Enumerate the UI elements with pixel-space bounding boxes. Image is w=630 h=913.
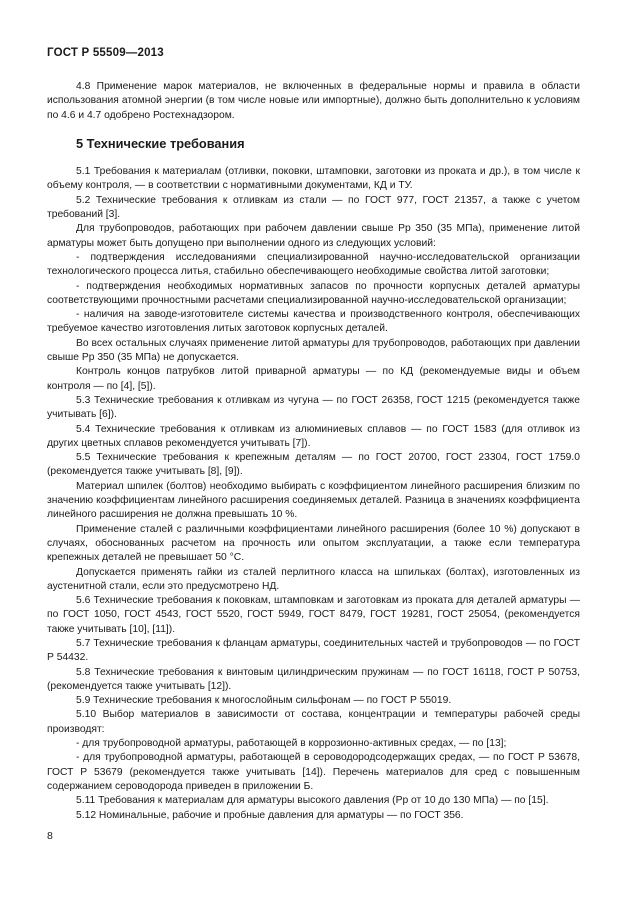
- paragraph: Допускается применять гайки из сталей перлитного класса на шпильках (болтах), изготовленных из аустенитной стали, если это предусмотрено НД.: [47, 566, 580, 592]
- paragraph: 5.8 Технические требования к винтовым цилиндрическим пружинам — по ГОСТ 16118, ГОСТ Р 50753, (рекомендуется также учитывать [12]).: [47, 666, 580, 692]
- paragraph: 5.5 Технические требования к крепежным деталям — по ГОСТ 20700, ГОСТ 23304, ГОСТ 1759.0 (рекомендуется также учитывать [8], [9]).: [47, 452, 580, 478]
- paragraph: 5.7 Технические требования к фланцам арматуры, соединительных частей и трубопроводов — по ГОСТ Р 54432.: [47, 637, 580, 664]
- paragraph: - для трубопроводной арматуры, работающей в коррозионно-активных средах, — по [13];: [76, 738, 507, 750]
- paragraph: Во всех остальных случаях применение литой арматуры для трубопроводов, работающих при давлении свыше Рр 350 (35 МПа) не допускается.: [47, 337, 580, 364]
- paragraph: - подтверждения исследованиями специализированной научно-исследовательской организации технологического процесса литья, стабильно обеспечивающего необходимые свойства литой заготовки;: [47, 251, 580, 278]
- document-header: ГОСТ Р 55509—2013: [47, 47, 164, 59]
- paragraph: 5.12 Номинальные, рабочие и пробные давления для арматуры — по ГОСТ 356.: [76, 809, 464, 821]
- paragraph: 5.1 Требования к материалам (отливки, поковки, штамповки, заготовки из проката и др.), в том числе к объему контроля, — в соответствии с нормативными документами, КД и ТУ.: [47, 166, 580, 192]
- paragraph: 5.4 Технические требования к отливкам из алюминиевых сплавов — по ГОСТ 1583 (для отливок из других цветных сплавов рекомендуется учитывать [7]).: [47, 423, 580, 449]
- page-number: 8: [47, 830, 53, 842]
- paragraph: 5.11 Требования к материалам для арматуры высокого давления (Рр от 10 до 130 МПа) — по [15].: [76, 795, 549, 807]
- paragraph-4-8: 4.8 Применение марок материалов, не включенных в федеральные нормы и правила в области использования атомной энергии (в том числе новые или импортные), должно быть дополнительно к условиям по 4.6 и 4.7 одобрено Ростехнадзором.: [47, 81, 580, 121]
- paragraph: - подтверждения необходимых нормативных запасов по прочности корпусных деталей арматуры соответствующими прочностными расчетами специализированной научно-исследовательской организации;: [47, 280, 580, 306]
- section-title: 5 Технические требования: [76, 135, 245, 151]
- paragraph: - наличия на заводе-изготовителе системы качества и производственного контроля, обеспечивающих требуемое качество изготовления литых заготовок корпусных деталей.: [47, 309, 580, 335]
- paragraph: Для трубопроводов, работающих при рабочем давлении свыше Рр 350 (35 МПа), применение литой арматуры может быть допущено при выполнении одного из следующих условий:: [47, 223, 580, 249]
- paragraph: 5.9 Технические требования к многослойным сильфонам — по ГОСТ Р 55019.: [76, 695, 452, 707]
- paragraph: 5.10 Выбор материалов в зависимости от состава, концентрации и температуры рабочей среды производят:: [47, 709, 580, 735]
- paragraph: Материал шпилек (болтов) необходимо выбирать с коэффициентом линейного расширения близким по значению коэффициентам линейного расширения соединяемых деталей. Разница в значениях коэффициента линейного расширения не должна превышать 10 %.: [47, 480, 580, 521]
- paragraph: Контроль концов патрубков литой приварной арматуры — по КД (рекомендуемые виды и объем контроля — по [4], [5]).: [47, 366, 580, 392]
- paragraph: 5.3 Технические требования к отливкам из чугуна — по ГОСТ 26358, ГОСТ 1215 (рекомендуется также учитывать [6]).: [47, 394, 580, 421]
- section-body: [47, 165, 580, 823]
- page-content: [47, 80, 580, 823]
- paragraph: - для трубопроводной арматуры, работающей в сероводородсодержащих средах, — по ГОСТ Р 53678, ГОСТ Р 53679 (рекомендуется также учитывать [14]). Перечень материалов для сред с повышенным содержанием сероводорода приведен в приложении Б.: [47, 752, 580, 792]
- paragraph: Применение сталей с различными коэффициентами линейного расширения (более 10 %) допускают в случаях, обоснованных расчетом на прочность или опытом эксплуатации, а также если температура крепежных деталей не превышает 50 °С.: [47, 523, 580, 564]
- paragraph: 5.6 Технические требования к поковкам, штамповкам и заготовкам из проката для деталей арматуры — по ГОСТ 1050, ГОСТ 4543, ГОСТ 5520, ГОСТ 5949, ГОСТ 8479, ГОСТ 19281, ГОСТ 25054, (рекомендуется также учитывать [10], [11]).: [47, 595, 580, 635]
- paragraph: 5.2 Технические требования к отливкам из стали — по ГОСТ 977, ГОСТ 21357, а также с учетом требований [3].: [47, 194, 580, 221]
